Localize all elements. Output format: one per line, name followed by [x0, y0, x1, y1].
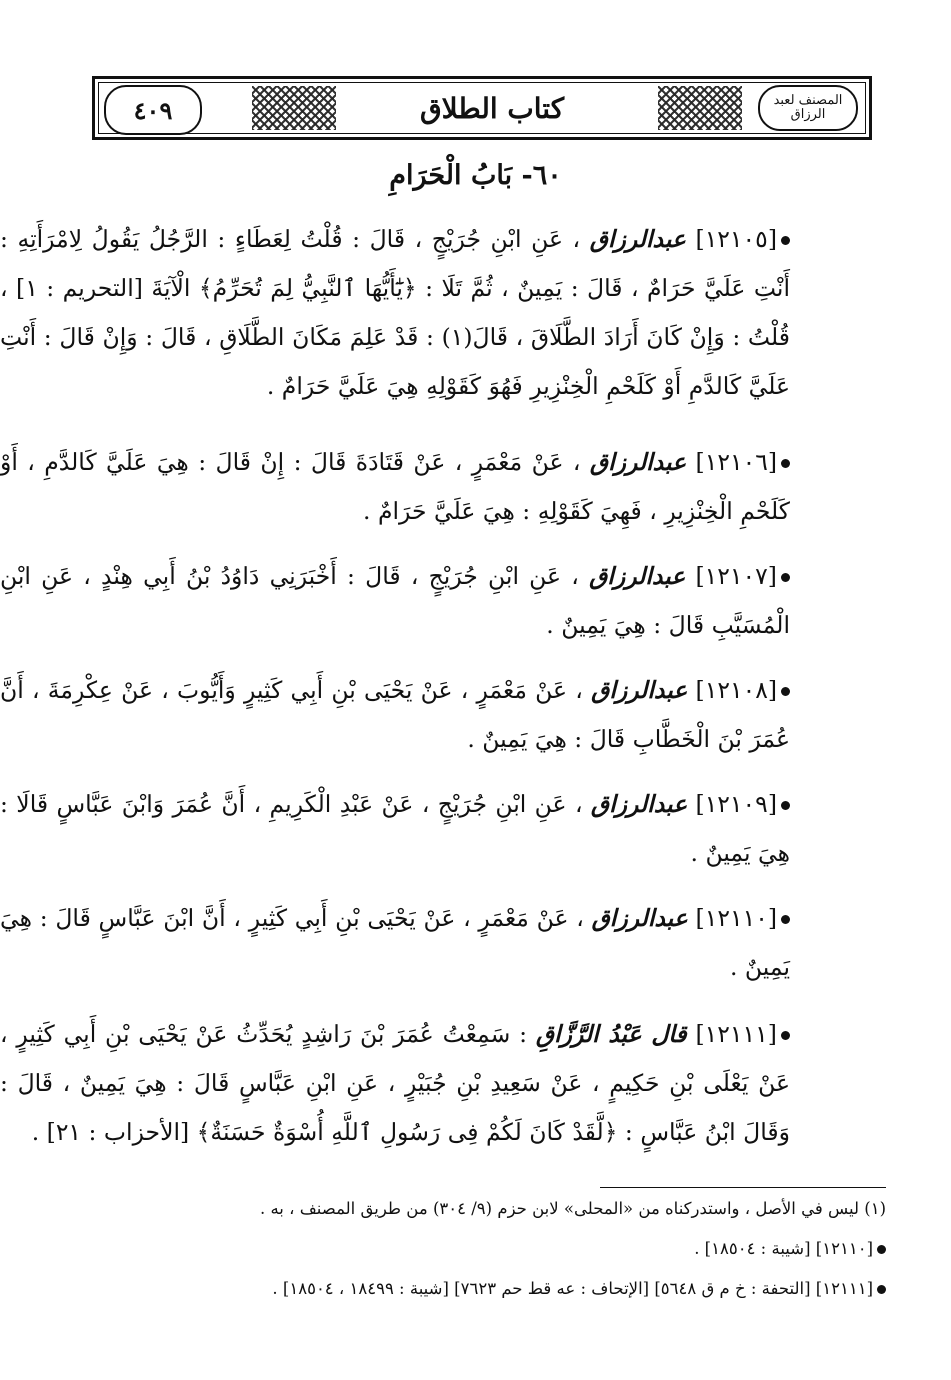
page-number: ٤٠٩: [104, 85, 202, 135]
page-header: [92, 76, 872, 140]
bullet-icon: [781, 573, 790, 582]
hadith-text: ، عَنْ مَعْمَرٍ ، عَنْ قَتَادَةَ قَالَ : إِنْ قَالَ : هِيَ عَلَيَّ كَالدَّمِ ، أَوْ كَلَحْمِ الْخِنْزِيرِ ، فَهِيَ كَقَوْلِهِ : هِيَ عَلَيَّ حَرَامٌ .: [0, 448, 790, 525]
footnote-2: [96, 1237, 886, 1261]
hadith-12111: [0, 1010, 790, 1157]
book-title-badge: المصنف لعبد الرزاق: [758, 85, 858, 131]
hadith-text: ، عَنْ مَعْمَرٍ ، عَنْ يَحْيَى بْنِ أَبِي كَثِيرٍ ، أَنَّ ابْنَ عَبَّاسٍ قَالَ : هِيَ يَمِينٌ .: [0, 904, 790, 981]
hadith-number: [١٢١١٠]: [695, 904, 777, 932]
footnote-text: [١٢١١٠] [شيبة : ١٨٥٠٤] .: [694, 1239, 873, 1258]
footnote-text: [١٢١١١] [التحفة : خ م ق ٥٦٤٨] [الإتحاف : عه قط حم ٧٦٢٣] [شيبة : ١٨٤٩٩ ، ١٨٥٠٤] .: [272, 1279, 873, 1298]
ornament-right: [658, 86, 742, 130]
hadith-12107: [0, 552, 790, 650]
hadith-text: ، عَنِ ابْنِ جُرَيْجٍ ، عَنْ عَبْدِ الْكَرِيمِ ، أَنَّ عُمَرَ وَابْنَ عَبَّاسٍ قَالَا : هِيَ يَمِينٌ .: [0, 790, 790, 867]
hadith-text: : سَمِعْتُ عُمَرَ بْنَ رَاشِدٍ يُحَدِّثُ عَنْ يَحْيَى بْنِ أَبِي كَثِيرٍ ، عَنْ يَعْلَى بْنِ حَكِيمٍ ، عَنْ سَعِيدِ بْنِ جُبَيْرٍ ، عَنِ ابْنِ عَبَّاسٍ قَالَ : هِيَ يَمِينٌ ، قَالَ : وَقَالَ ابْنُ عَبَّاسٍ : ﴿لَّقَدْ كَانَ لَكُمْ فِى رَسُولِ ٱللَّهِ أُسْوَةٌ حَسَنَةٌ﴾ [الأحزاب : ٢١] .: [0, 1020, 790, 1146]
hadith-author: عبدالرزاق: [589, 225, 686, 253]
hadith-12108: [0, 666, 790, 764]
hadith-number: [١٢١٠٦]: [695, 448, 777, 476]
footnote-1: (١) ليس في الأصل ، واستدركناه من «المحلى» لابن حزم (٩/ ٣٠٤) من طريق المصنف ، به .: [259, 1199, 886, 1218]
hadith-number: [١٢١١١]: [695, 1020, 777, 1048]
bullet-icon: [781, 236, 790, 245]
hadith-text: ، عَنِ ابْنِ جُرَيْجٍ ، قَالَ : أَخْبَرَنِي دَاوُدُ بْنُ أَبِي هِنْدٍ ، عَنِ ابْنِ الْمُسَيَّبِ قَالَ : هِيَ يَمِينٌ .: [0, 562, 790, 639]
hadith-number: [١٢١٠٥]: [695, 225, 777, 253]
hadith-12110: [0, 894, 790, 992]
ornament-left: [252, 86, 336, 130]
footnote-3: [96, 1277, 886, 1301]
footnote-divider: [600, 1187, 886, 1188]
bullet-icon: [877, 1285, 886, 1294]
section-title: ٦٠- بَابُ الْحَرَامِ: [389, 160, 562, 191]
bullet-icon: [877, 1245, 886, 1254]
hadith-number: [١٢١٠٨]: [695, 676, 777, 704]
hadith-number: [١٢١٠٧]: [695, 562, 777, 590]
hadith-author: قال عَبْدُ الرَّزَّاقِ: [535, 1020, 687, 1048]
hadith-12105: [0, 215, 790, 411]
hadith-author: عبدالرزاق: [590, 790, 688, 818]
chapter-title: كتاب الطلاق: [362, 88, 622, 128]
bullet-icon: [781, 687, 790, 696]
bullet-icon: [781, 459, 790, 468]
hadith-author: عبدالرزاق: [589, 448, 687, 476]
bullet-icon: [781, 801, 790, 810]
hadith-12109: [0, 780, 790, 878]
hadith-author: عبدالرزاق: [591, 904, 688, 932]
hadith-text: ، عَنِ ابْنِ جُرَيْجٍ ، قَالَ : قُلْتُ لِعَطَاءٍ : الرَّجُلُ يَقُولُ لِامْرَأَتِهِ : أَنْتِ عَلَيَّ حَرَامٌ ، قَالَ : يَمِينٌ ، ثُمَّ تَلَا : ﴿يَٰٓأَيُّهَا ٱلنَّبِيُّ لِمَ تُحَرِّمُ﴾ الْآيَةَ [التحريم : ١] ، قُلْتُ : وَإِنْ كَانَ أَرَادَ الطَّلَاقَ ، قَالَ(١) : قَدْ عَلِمَ مَكَانَ الطَّلَاقِ ، قَالَ : وَإِنْ قَالَ : أَنْتِ عَلَيَّ كَالدَّمِ أَوْ كَلَحْمِ الْخِنْزِيرِ فَهُوَ كَقَوْلِهِ هِيَ عَلَيَّ حَرَامٌ .: [0, 225, 790, 400]
hadith-author: عبدالرزاق: [591, 676, 688, 704]
hadith-author: عبدالرزاق: [589, 562, 686, 590]
bullet-icon: [781, 1031, 790, 1040]
hadith-12106: [0, 438, 790, 536]
hadith-number: [١٢١٠٩]: [695, 790, 777, 818]
bullet-icon: [781, 915, 790, 924]
hadith-text: ، عَنْ مَعْمَرٍ ، عَنْ يَحْيَى بْنِ أَبِي كَثِيرٍ وَأَيُّوبَ ، عَنْ عِكْرِمَةَ ، أَنَّ عُمَرَ بْنَ الْخَطَّابِ قَالَ : هِيَ يَمِينٌ .: [0, 676, 790, 753]
